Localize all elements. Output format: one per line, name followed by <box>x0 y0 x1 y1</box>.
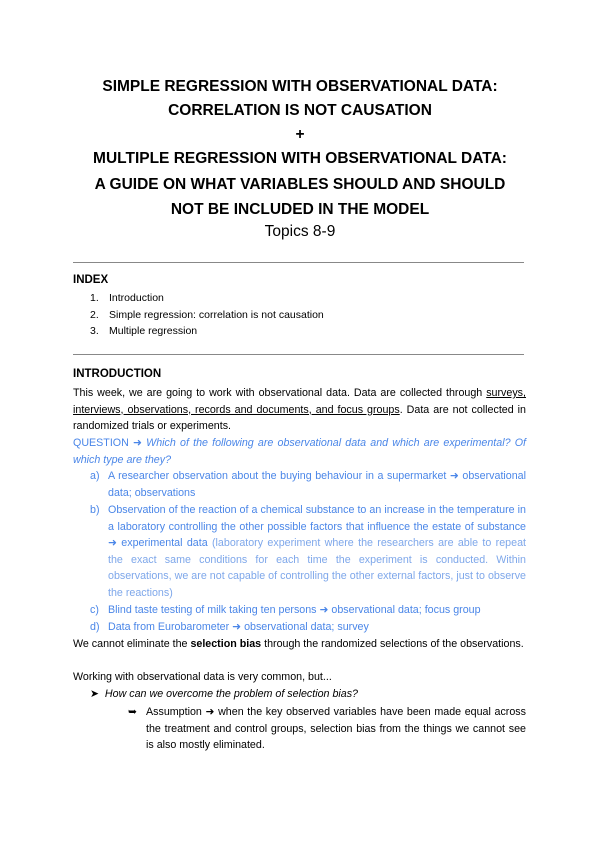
index-item-label: Introduction <box>109 292 164 304</box>
index-item <box>90 307 324 324</box>
question <box>73 435 526 468</box>
list-item-text: A researcher observation about the buying behaviour in a supermarket ➜ observational data; observations <box>108 470 526 499</box>
title-line-2: CORRELATION IS NOT CAUSATION <box>168 102 432 119</box>
curved-arrow-icon: ➥ <box>128 706 137 718</box>
question-label: QUESTION ➜ <box>73 437 142 449</box>
intro-text: This week, we are going to work with observational data. Data are collected through <box>73 387 487 399</box>
index-item-label: Simple regression: correlation is not causation <box>109 309 324 321</box>
index-item <box>90 323 197 340</box>
selection-bias-paragraph <box>73 636 526 653</box>
list-item-note: (laboratory experiment where the researchers are able to repeat the exact same conditions for each time the experiment is conducted. Within observations, we are not capable of controlling the other external factors, just to observe the reactions) <box>108 537 526 599</box>
intro-text: . Data are not collected in randomized trials or experiments. <box>73 403 526 433</box>
divider <box>73 354 524 355</box>
list-item-text: Observation of the reaction of a chemical substance to an increase in the temperature in a laboratory controlling the other possible factors that influence the estate of substance ➜ experimental data <box>108 504 526 550</box>
intro-paragraph <box>73 385 526 435</box>
title-plus: + <box>295 126 305 143</box>
list-item-text: Blind taste testing of milk taking ten persons ➜ observational data; focus group <box>108 604 481 616</box>
index-item <box>90 290 164 307</box>
bullet-question <box>90 686 526 703</box>
list-item <box>90 602 526 619</box>
index-heading: INDEX <box>73 274 109 286</box>
divider <box>73 262 524 263</box>
list-item <box>90 502 526 602</box>
list-marker: a) <box>90 470 100 482</box>
list-marker: d) <box>90 621 100 633</box>
index-item-number: 2. <box>90 309 99 321</box>
index-item-label: Multiple regression <box>109 325 198 337</box>
question-text: Which of the following are observational data and which are experimental? Of which type are they? <box>73 437 526 466</box>
topics-subtitle: Topics 8-9 <box>264 223 336 240</box>
selection-bias-term: selection bias <box>190 638 262 650</box>
bullet-assumption <box>128 704 526 754</box>
list-item <box>90 619 526 636</box>
paragraph-text: through the randomized selections of the observations. <box>261 638 524 650</box>
bullet-text: Assumption ➜ when the key observed variables have been made equal across the treatment and control groups, selection bias from the things we cannot see is also mostly eliminated. <box>146 706 526 752</box>
index-item-number: 3. <box>90 325 99 337</box>
arrow-bullet-icon: ➤ <box>90 688 99 700</box>
title-line-4: A GUIDE ON WHAT VARIABLES SHOULD AND SHOULD <box>94 176 506 193</box>
intro-underlined-text: surveys, interviews, observations, records and documents, and focus groups <box>73 387 526 416</box>
title-line-3: MULTIPLE REGRESSION WITH OBSERVATIONAL DATA: <box>93 150 507 167</box>
list-marker: b) <box>90 504 100 516</box>
list-marker: c) <box>90 604 99 616</box>
title-line-5: NOT BE INCLUDED IN THE MODEL <box>170 201 430 218</box>
introduction-heading: INTRODUCTION <box>73 368 162 380</box>
index-item-number: 1. <box>90 292 99 304</box>
observational-paragraph: Working with observational data is very common, but... <box>73 671 332 683</box>
list-item <box>90 468 526 501</box>
paragraph-text: We cannot eliminate the <box>73 638 191 650</box>
bullet-text: How can we overcome the problem of selection bias? <box>104 688 358 700</box>
list-item-text: Data from Eurobarometer ➜ observational data; survey <box>108 621 369 633</box>
title-line-1: SIMPLE REGRESSION WITH OBSERVATIONAL DATA: <box>102 78 498 95</box>
